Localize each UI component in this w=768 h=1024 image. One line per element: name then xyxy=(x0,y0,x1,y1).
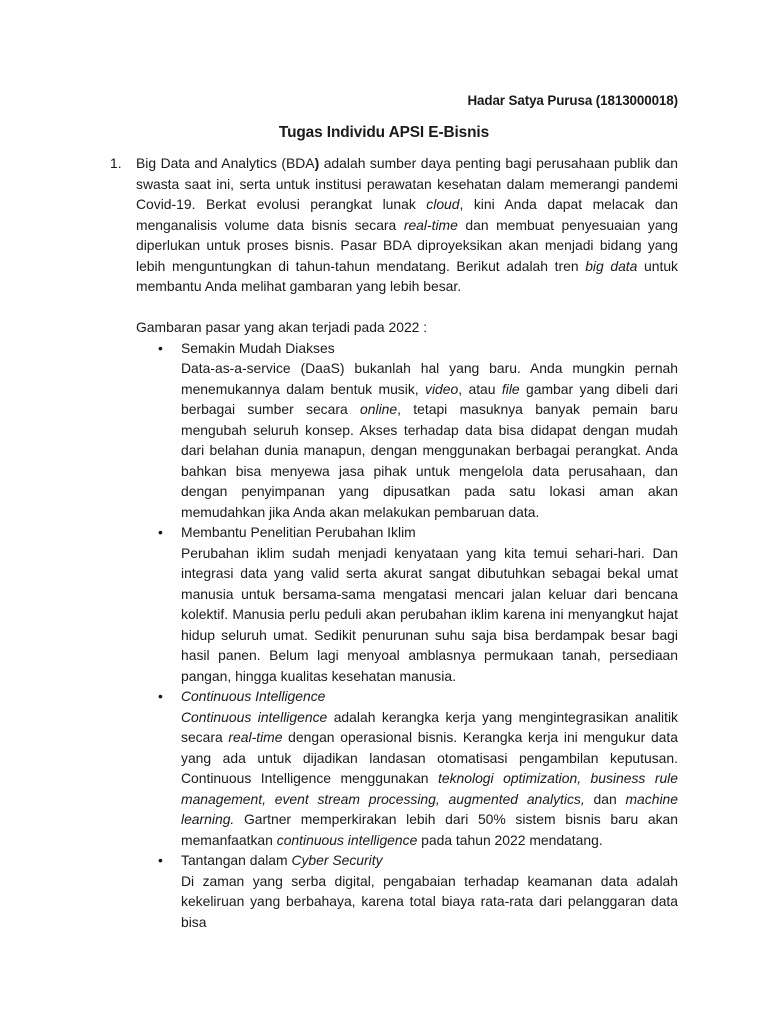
intro-bold-paren: ) xyxy=(314,155,320,171)
bullet-text xyxy=(181,358,678,522)
intro-italic-bigdata: big data xyxy=(585,257,638,274)
intro-text-5: untuk membantu Anda melihat gambaran yang lebih besar. xyxy=(136,257,678,294)
list-number: 1. xyxy=(110,155,122,171)
bullet-text-segment: gambar yang dibeli dari berbagai sumber secara xyxy=(181,380,678,417)
author-line: Hadar Satya Purusa (1813000018) xyxy=(467,93,678,108)
bullet-text-segment: , tetapi masuknya banyak pemain baru mengubah seluruh konsep. Akses terhadap data bisa didapat dengan mudah dari belahan dunia manapun, dengan menggunakan berbagai perangkat. Anda bahkan bisa menyewa jasa pihak untuk mengelola data perusahaan, dan dengan penyimpanan yang dipusatkan pada satu lokasi aman akan memudahkan jika Anda akan melakukan pembaruan data. xyxy=(181,401,678,520)
bullet-title: Membantu Penelitian Perubahan Iklim xyxy=(181,524,416,540)
market-heading: Gambaran pasar yang akan terjadi pada 2022 : xyxy=(136,319,428,335)
bullet-title-plain: Tantangan dalam xyxy=(181,852,292,868)
list-item xyxy=(136,850,678,932)
intro-text-4: dan membuat penyesuaian yang diperlukan untuk proses bisnis. Pasar BDA diproyeksikan akan menjadi bidang yang lebih menguntungkan di tahun-tahun mendatang. Berikut adalah tren xyxy=(136,216,678,274)
bullet-text xyxy=(181,707,678,851)
trend-list xyxy=(136,338,678,933)
intro-text-1: Big Data and Analytics (BDA xyxy=(136,155,315,171)
list-item xyxy=(136,686,678,850)
bullet-text-segment: Gartner memperkirakan lebih dari 50% sistem bisnis baru akan memanfaatkan xyxy=(181,811,678,848)
bullet-text-segment: pada tahun 2022 mendatang. xyxy=(417,831,603,848)
intro-italic-realtime: real-time xyxy=(403,216,458,233)
bullet-icon: • xyxy=(158,688,163,704)
bullet-icon: • xyxy=(158,339,163,356)
bullet-italic-segment: file xyxy=(501,380,520,397)
bullet-text: Perubahan iklim sudah menjadi kenyataan yang kita temui sehari-hari. Dan integrasi data yang valid serta akurat sangat dibutuhkan sebagai bekal umat manusia untuk bersama-sama mengatasi mencari jalan keluar dari bencana kolektif. Manusia perlu peduli akan perubahan iklim karena ini menyangkut hajat hidup seluruh umat. Sedikit penurunan suhu saja bisa berdampak besar bagi hasil panen. Belum lagi menyoal amblasnya permukaan tanah, persediaan pangan, hingga kualitas kesehatan manusia. xyxy=(181,544,678,684)
intro-italic-cloud: cloud xyxy=(426,196,460,212)
bullet-text-segment: dan xyxy=(584,790,626,807)
bullet-title xyxy=(181,850,678,871)
document-title: Tugas Individu APSI E-Bisnis xyxy=(278,124,490,141)
bullet-title-italic: Cyber Security xyxy=(291,852,383,868)
bullet-italic-segment: online xyxy=(360,401,398,417)
bullet-italic-segment: Continuous intelligence xyxy=(181,708,328,725)
bullet-text-segment: adalah kerangka kerja yang mengintegrasikan analitik secara xyxy=(181,708,678,745)
bullet-text: Di zaman yang serba digital, pengabaian terhadap keamanan data adalah kekeliruan yang berbahaya, karena total biaya rata-rata dari pelanggaran data bisa xyxy=(181,872,678,930)
bullet-icon: • xyxy=(158,852,163,868)
intro-text-2: adalah sumber daya penting bagi perusahaan publik dan swasta saat ini, serta untuk institusi perawatan kesehatan dalam memerangi pandemi Covid-19. Berkat evolusi perangkat lunak xyxy=(136,155,678,212)
bullet-text-segment: , atau xyxy=(458,380,502,397)
list-item xyxy=(136,338,678,523)
intro-paragraph xyxy=(136,153,678,297)
bullet-italic-segment: teknologi optimization, business rule management, event stream processing, augmented analytics, xyxy=(181,770,678,807)
list-item xyxy=(136,522,678,686)
document-body xyxy=(136,153,678,932)
bullet-text-segment: Data-as-a-service (DaaS) bukanlah hal yang baru. Anda mungkin pernah menemukannya dalam bentuk musik, xyxy=(181,360,678,397)
bullet-italic-segment: real-time xyxy=(228,729,283,745)
intro-text-3: , kini Anda dapat melacak dan menganalisis volume data bisnis secara xyxy=(136,196,678,233)
bullet-text-segment: dengan operasional bisnis. Kerangka kerja ini mengukur data yang ada untuk dijadikan landasan otomatisasi pengambilan keputusan. Continuous Intelligence menggunakan xyxy=(181,729,678,786)
bullet-title: Semakin Mudah Diakses xyxy=(181,339,335,356)
bullet-italic-segment: continuous intelligence xyxy=(276,831,418,848)
bullet-italic-segment: machine learning. xyxy=(181,790,678,827)
bullet-italic-segment: video xyxy=(425,380,459,397)
bullet-title: Continuous Intelligence xyxy=(181,688,326,704)
bullet-icon: • xyxy=(158,524,163,540)
